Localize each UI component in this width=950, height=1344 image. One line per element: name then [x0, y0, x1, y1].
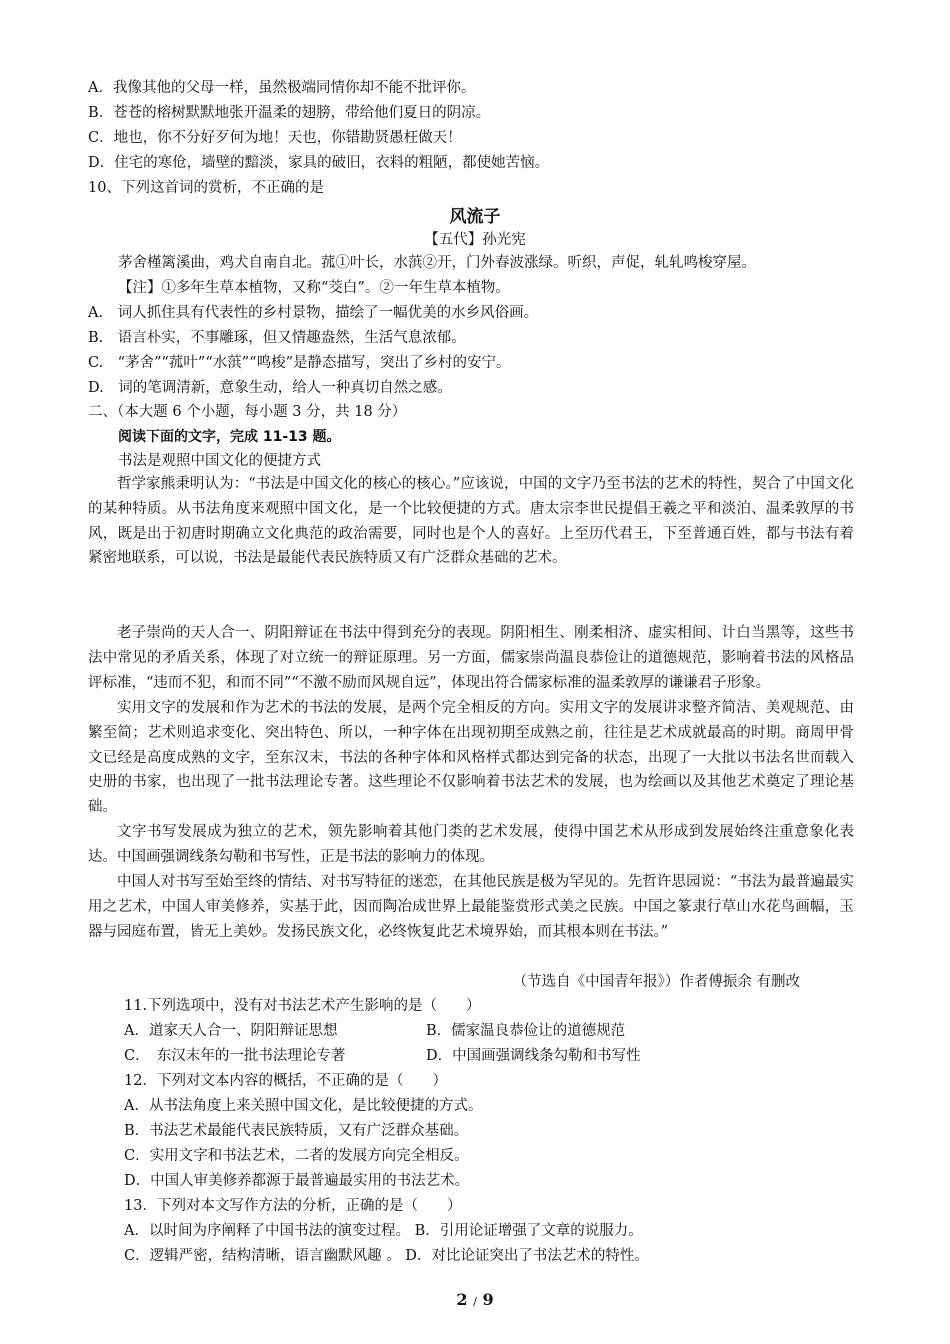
q12-option-a: A．从书法角度上来关照中国文化，是比较便捷的方式。 [124, 1098, 483, 1114]
q11-option-a: A．道家天人合一、阴阳辩证思想 [124, 1023, 338, 1039]
q12-option-d: D．中国人审美修养都源于最普遍最实用的书法艺术。 [124, 1173, 470, 1189]
article-paragraph: 老子崇尚的天人合一、阴阳辩证在书法中得到充分的表现。阴阳相生、刚柔相济、虚实相间、计白当黑等，这些书法中常见的矛盾关系，体现了对立统一的辩证原理。另一方面，儒家崇尚温良恭俭让的道德规范，影响着书法的风格品评标准，“违而不犯，和而不同”“不激不励而风规自远”，体现出符合儒家标准的温柔敦厚的谦谦君子形象。 [88, 625, 854, 691]
poem-author: 【五代】孙光宪 [424, 232, 526, 248]
q10-option-b: B. 语言朴实，不事雕琢，但又情趣盎然，生活气息浓郁。 [88, 330, 466, 346]
q10-stem: 10、下列这首词的赏析，不正确的是 [88, 180, 324, 196]
q11-option-d: D．中国画强调线条勾勒和书写性 [426, 1048, 641, 1064]
article-paragraph: 中国人对书写至始至终的情结、对书写特征的迷恋，在其他民族是极为罕见的。先哲许思园说：“书法为最普遍最实用之艺术，中国人审美修养，实基于此，因而陶冶成世界上最能鉴赏形式美之民族。中国之篆隶行草山水花鸟画幅，玉器与园庭布置，皆无上美妙。发扬民族文化，必终恢复此艺术境界始，而其根本则在书法。” [88, 874, 854, 940]
poem-note: 【注】①多年生草本植物，又称“茭白”。②一年生草本植物。 [118, 280, 510, 296]
q9-option-a: A．我像其他的父母一样，虽然极端同情你却不能不批评你。 [88, 80, 476, 96]
q12-option-c: C．实用文字和书法艺术，二者的发展方向完全相反。 [124, 1148, 469, 1164]
q9-option-b: B．苍苍的榕树默默地张开温柔的翅膀，带给他们夏日的阴凉。 [88, 105, 491, 121]
q12-stem: 12．下列对文本内容的概括，不正确的是（ ） [124, 1073, 447, 1089]
q13-options-row1: A．以时间为序阐释了中国书法的演变过程。 B．引用论证增强了文章的说服力。 [124, 1223, 643, 1239]
article-paragraph: 哲学家熊秉明认为：“书法是中国文化的核心的核心。”应该说，中国的文字乃至书法的艺术的特性，契合了中国文化的某种特质。从书法角度来观照中国文化，是一个比较便捷的方式。唐太宗李世民提倡王羲之平和淡泊、温柔敦厚的书风，既是出于初唐时期确立文化典范的政治需要，同时也是个人的喜好。上至历代君王，下至普通百姓，都与书法有着紧密地联系，可以说，书法是最能代表民族特质又有广泛群众基础的艺术。 [88, 476, 854, 567]
q11-option-c: C． 东汉末年的一批书法理论专著 [124, 1048, 346, 1064]
section-heading: 二、（本大题 6 个小题，每小题 3 分，共 18 分） [88, 404, 407, 420]
page-separator: / [473, 1295, 477, 1308]
total-pages: 9 [482, 1290, 494, 1309]
q9-option-c: C．地也，你不分好歹何为地！天也，你错勘贤愚枉做天！ [88, 130, 462, 146]
q10-option-a: A. 词人抓住具有代表性的乡村景物，描绘了一幅优美的水乡风俗画。 [88, 305, 539, 321]
q13-options-row2: C．逻辑严密，结构清晰，语言幽默风趣 。 D．对比论证突出了书法艺术的特性。 [124, 1248, 649, 1264]
poem-text: 茅舍槿篱溪曲，鸡犬自南自北。菰①叶长，水葓②开，门外春波涨绿。听织，声促，轧轧鸣梭穿屋。 [118, 255, 756, 271]
article-paragraph: 实用文字的发展和作为艺术的书法的发展，是两个完全相反的方向。实用文字的发展讲求整齐简洁、美观规范、由繁至简；艺术则追求变化、突出特色、所以，一种字体在出现初期至成熟之前，往往是艺术成就最高的时期。商周甲骨文已经是高度成熟的文字，至东汉末，书法的各种字体和风格样式都达到完备的状态，出现了一大批以书法名世而载入史册的书家，也出现了一批书法理论专著。这些理论不仅影响着书法艺术的发展，也为绘画以及其他艺术奠定了理论基础。 [88, 700, 854, 816]
page-number [0, 1290, 950, 1309]
reading-instruction: 阅读下面的文字，完成 11-13 题。 [118, 429, 341, 445]
q9-option-d: D．住宅的寒伧，墙壁的黯淡，家具的破旧，衣料的粗陋，都使她苦恼。 [88, 155, 550, 171]
q11-stem: 11.下列选项中，没有对书法艺术产生影响的是（ ） [124, 998, 481, 1014]
q12-option-b: B．书法艺术最能代表民族特质，又有广泛群众基础。 [124, 1123, 469, 1139]
article-source: （节选自《中国青年报》）作者傅振余 有删改 [512, 974, 800, 990]
current-page: 2 [456, 1290, 468, 1309]
q11-option-b: B．儒家温良恭俭让的道德规范 [426, 1023, 626, 1039]
q10-option-c: C. “茅舍”“菰叶”“水葓”“鸣梭”是静态描写，突出了乡村的安宁。 [88, 355, 511, 371]
q13-stem: 13．下列对本文写作方法的分析，正确的是（ ） [124, 1198, 462, 1214]
poem-title: 风流子 [449, 207, 501, 227]
article-title: 书法是观照中国文化的便捷方式 [118, 453, 321, 469]
article-paragraph: 文字书写发展成为独立的艺术，领先影响着其他门类的艺术发展，使得中国艺术从形成到发展始终注重意象化表达。中国画强调线条勾勒和书写性，正是书法的影响力的体现。 [88, 824, 854, 865]
q10-option-d: D. 词的笔调清新，意象生动，给人一种真切自然之感。 [88, 380, 452, 396]
